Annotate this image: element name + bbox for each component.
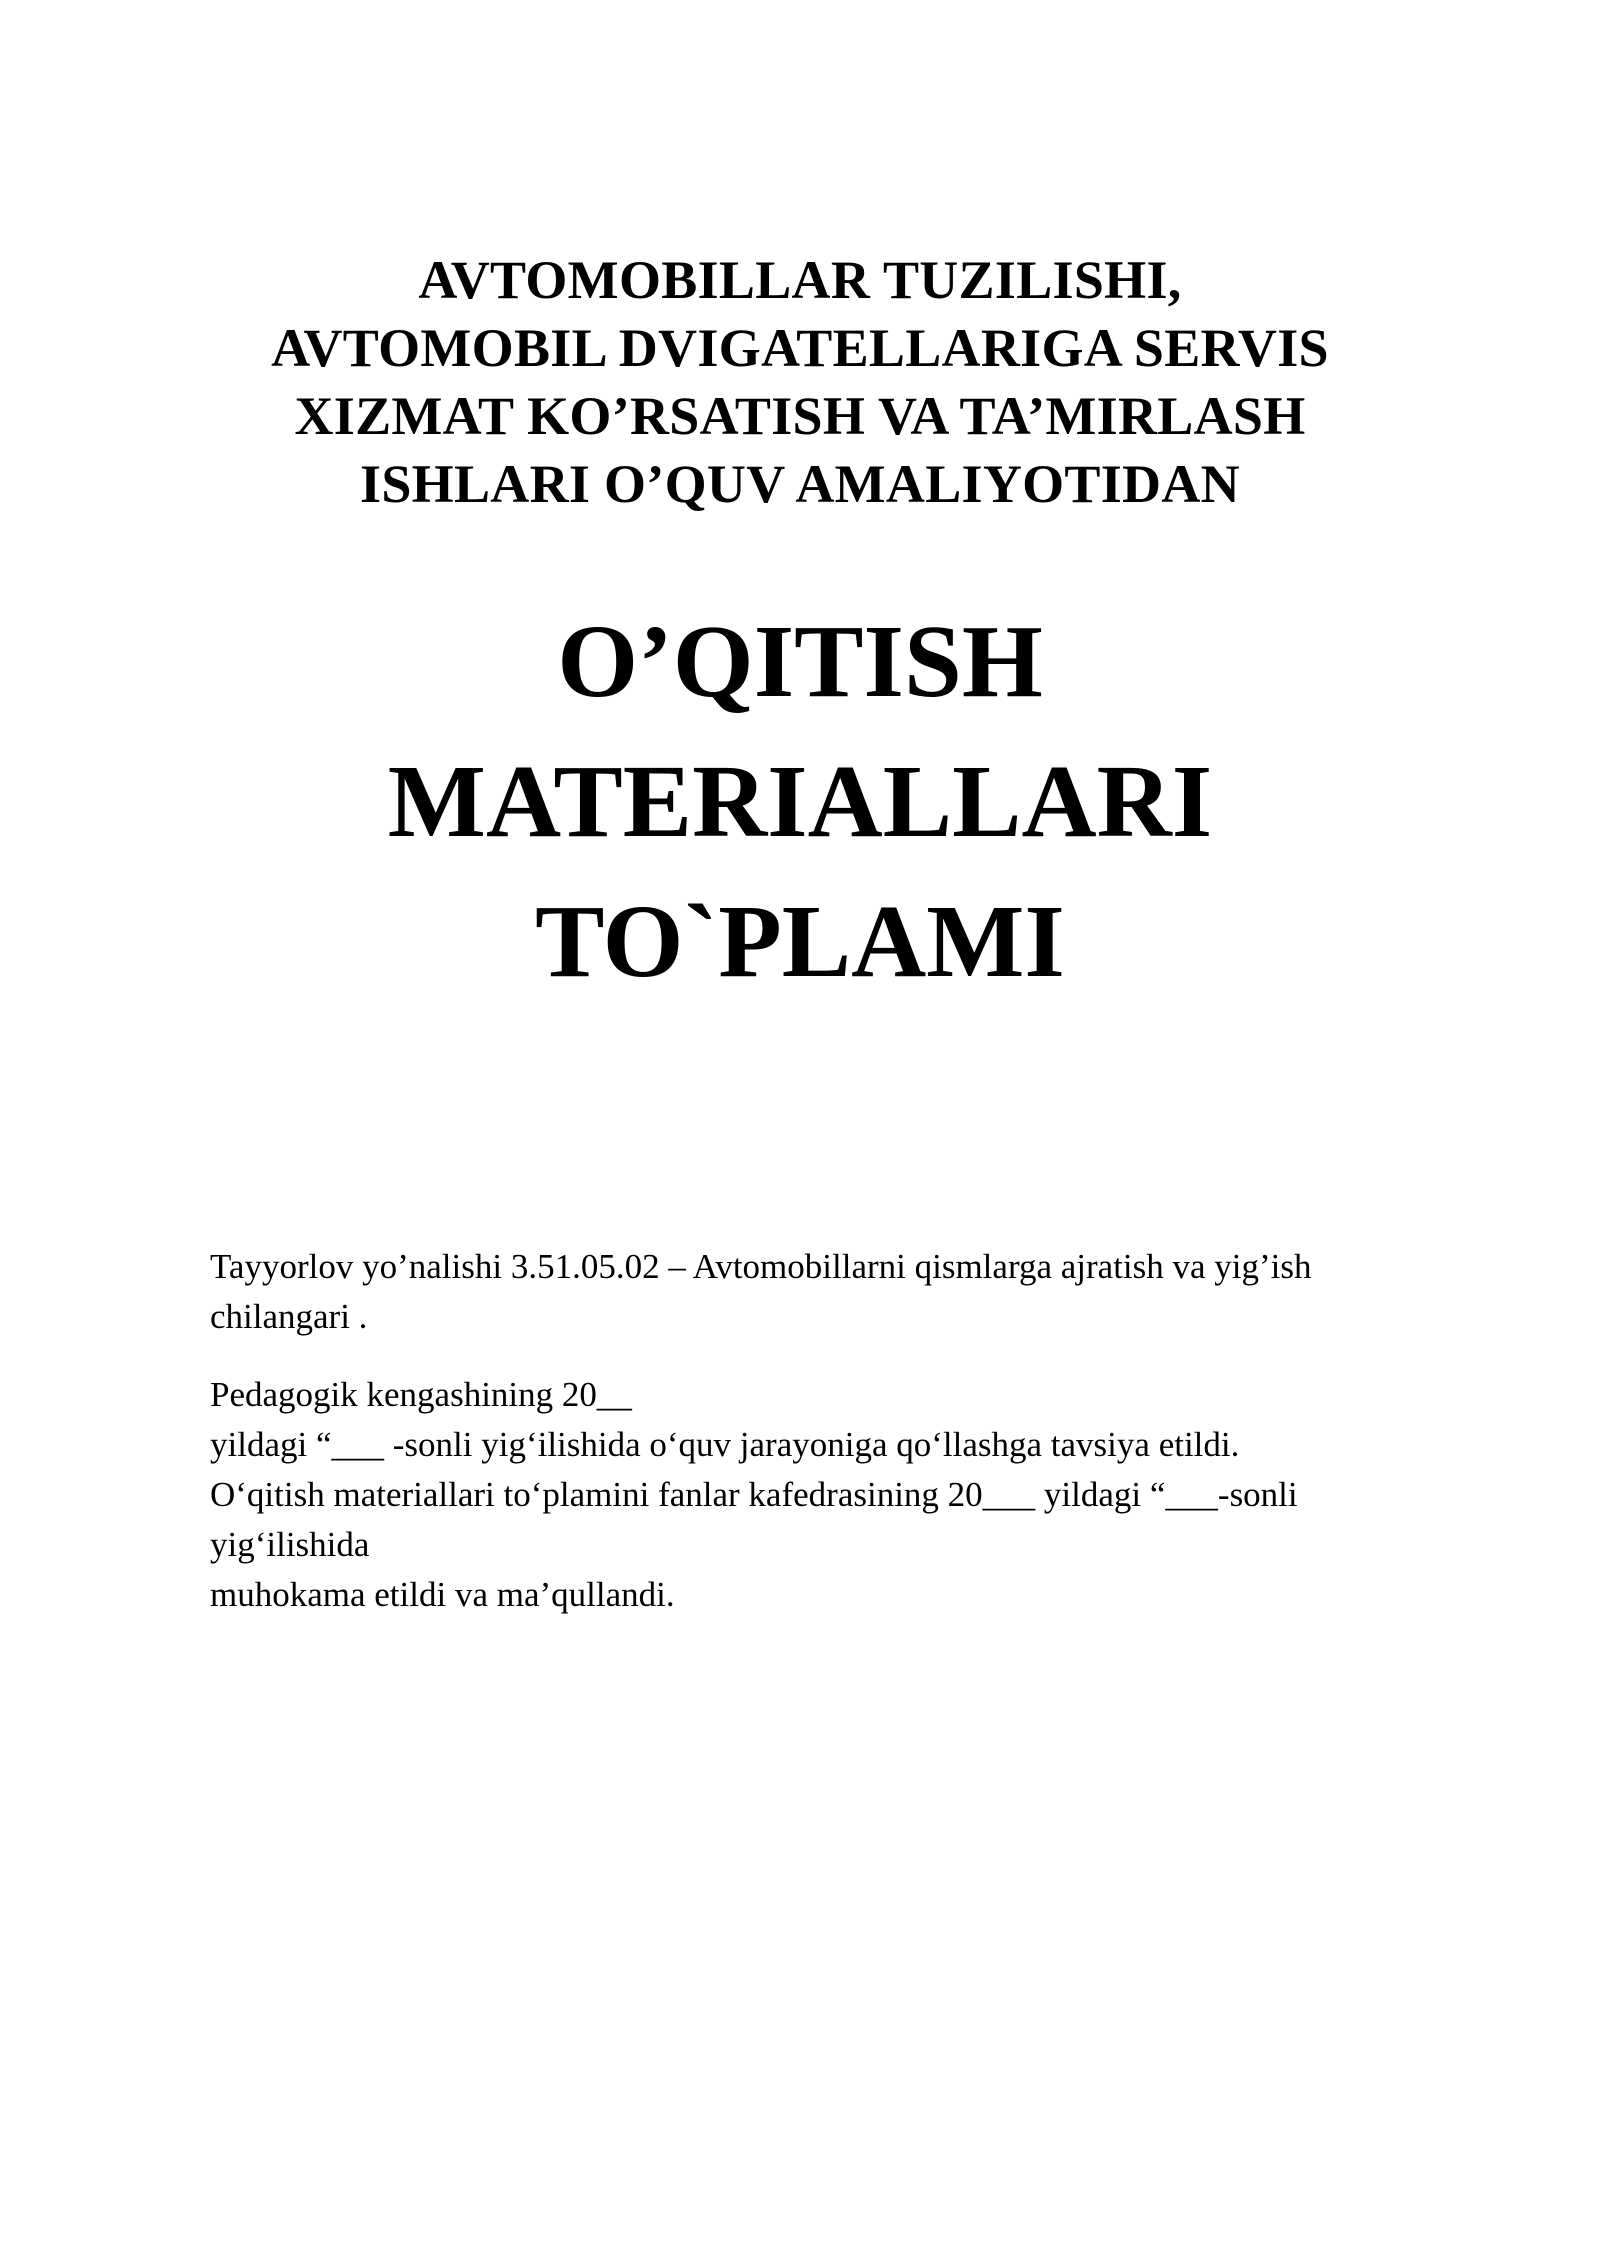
main-title-line-2: MATERIALLARI [387, 744, 1213, 859]
main-title [150, 592, 1450, 1012]
approval-line-2: yildagi “___ -sonli yig‘ilishida o‘quv jarayoniga qo‘llashga tavsiya etildi. [210, 1425, 1240, 1464]
subject-title [150, 246, 1450, 518]
approval-line-1: Pedagogik kengashining 20__ [210, 1375, 632, 1414]
subject-title-line-3: XIZMAT KO’RSATISH VA TA’MIRLASH [294, 386, 1306, 446]
info-block [210, 1242, 1460, 1620]
subject-title-line-1: AVTOMOBILLAR TUZILISHI, [418, 250, 1182, 310]
subject-title-line-4: ISHLARI O’QUV AMALIYOTIDAN [360, 454, 1240, 514]
approval-line-3: O‘qitish materiallari to‘plamini fanlar kafedrasining 20___ yildagi “___-sonli [210, 1475, 1298, 1514]
approval-line-5: muhokama etildi va ma’qullandi. [210, 1575, 675, 1614]
main-title-line-3: TO`PLAMI [535, 884, 1065, 999]
specialty-line-2: chilangari . [210, 1297, 368, 1336]
specialty-line-1: Tayyorlov yo’nalishi 3.51.05.02 – Avtomobillarni qismlarga ajratish va yig’ish [210, 1247, 1312, 1286]
paragraph-spacer [210, 1342, 1460, 1370]
main-title-line-1: O’QITISH [557, 604, 1043, 719]
subject-title-line-2: AVTOMOBIL DVIGATELLARIGA SERVIS [271, 318, 1329, 378]
approval-line-4: yig‘ilishida [210, 1525, 370, 1564]
